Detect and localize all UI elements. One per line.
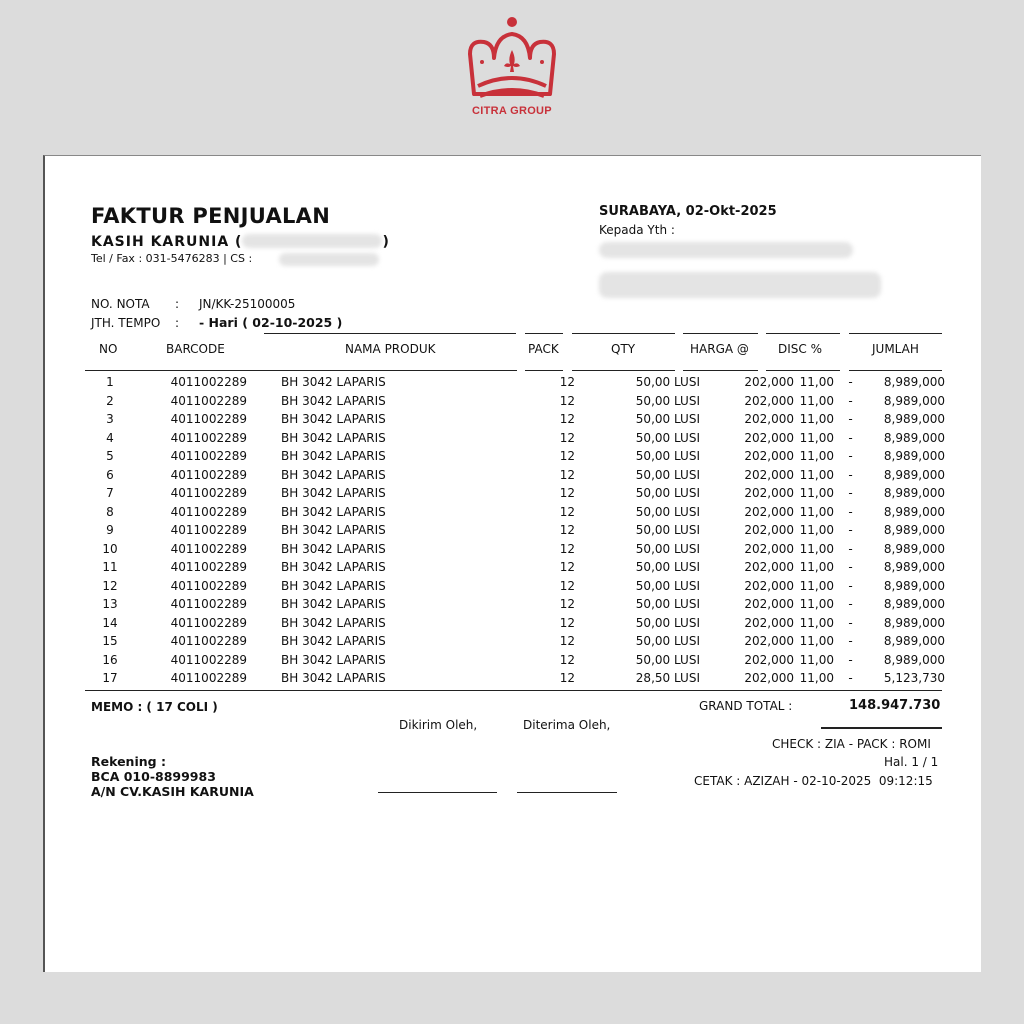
row-price: 202,000 [744, 541, 794, 556]
row-qty: 50,00 LUSI [635, 523, 700, 537]
row-qty: 50,00 LUSI [635, 597, 700, 611]
redacted-recipient-name [599, 242, 853, 258]
invoice-document [43, 155, 981, 972]
row-no: 1 [106, 375, 114, 389]
row-qty: 50,00 LUSI [635, 541, 700, 556]
table-row [81, 392, 945, 411]
row-qty: 28,50 LUSI [635, 671, 700, 685]
tempo-value: - Hari ( 02-10-2025 ) [199, 315, 343, 330]
row-no: 10 [102, 541, 118, 556]
row-price: 202,000 [744, 523, 794, 537]
row-total: 8,989,000 [883, 597, 945, 611]
col-header-price: HARGA @ [690, 342, 749, 356]
row-total: 8,989,000 [883, 634, 945, 648]
row-no: 5 [106, 449, 114, 463]
col-header-product: NAMA PRODUK [345, 342, 436, 356]
print-info: CETAK : AZIZAH - 02-10-2025 09:12:15 [694, 774, 933, 788]
row-barcode: 4011002289 [170, 634, 247, 648]
page-number: Hal. 1 / 1 [884, 755, 939, 769]
recipient-label: Kepada Yth : [599, 223, 675, 237]
grand-total-value: 148.947.730 [849, 698, 941, 713]
company-name-close: ) [382, 234, 390, 250]
table-row [81, 651, 945, 670]
row-price: 202,000 [744, 467, 794, 482]
row-disc-amount: - [848, 523, 853, 537]
row-pack: 12 [559, 652, 575, 667]
row-pack: 12 [559, 578, 575, 593]
header-rule-bottom [683, 370, 758, 371]
company-name-text: KASIH KARUNIA ( [91, 234, 243, 250]
row-product: BH 3042 LAPARIS [281, 523, 386, 537]
bank-account: BCA 010-8899983 [91, 769, 216, 784]
nota-colon: : [175, 297, 180, 311]
header-rule-top [264, 333, 516, 334]
brand-name: CITRA GROUP [472, 105, 552, 117]
invoice-items-body [81, 373, 945, 688]
row-product: BH 3042 LAPARIS [281, 634, 386, 648]
row-qty: 50,00 LUSI [635, 652, 700, 667]
row-barcode: 4011002289 [170, 504, 247, 519]
row-product: BH 3042 LAPARIS [281, 615, 386, 630]
row-disc: 11,00 [799, 504, 834, 519]
row-barcode: 4011002289 [170, 430, 247, 445]
contact-text: Tel / Fax : 031-5476283 | CS : [91, 252, 253, 265]
row-pack: 12 [559, 375, 575, 389]
row-qty: 50,00 LUSI [635, 467, 700, 482]
table-rule-bottom [85, 690, 942, 691]
row-total: 8,989,000 [883, 541, 945, 556]
table-row [81, 632, 945, 651]
col-header-disc: DISC % [778, 342, 822, 356]
row-barcode: 4011002289 [170, 486, 247, 500]
place-date: SURABAYA, 02-Okt-2025 [599, 204, 777, 219]
row-barcode: 4011002289 [170, 467, 247, 482]
row-qty: 50,00 LUSI [635, 578, 700, 593]
row-pack: 12 [559, 504, 575, 519]
row-no: 11 [102, 560, 118, 574]
row-disc: 11,00 [799, 486, 834, 500]
row-no: 3 [106, 412, 114, 426]
row-total: 8,989,000 [883, 467, 945, 482]
row-disc-amount: - [848, 393, 853, 408]
table-row [81, 540, 945, 559]
row-no: 4 [106, 430, 114, 445]
row-disc-amount: - [848, 449, 853, 463]
row-disc: 11,00 [799, 412, 834, 426]
col-header-barcode: BARCODE [166, 342, 225, 356]
row-pack: 12 [559, 634, 575, 648]
redacted-recipient-address [599, 272, 881, 298]
company-name [91, 234, 390, 250]
row-price: 202,000 [744, 652, 794, 667]
table-row [81, 447, 945, 466]
invoice-items-table [81, 373, 945, 688]
row-qty: 50,00 LUSI [635, 615, 700, 630]
table-row [81, 429, 945, 448]
row-barcode: 4011002289 [170, 412, 247, 426]
tempo-label: JTH. TEMPO [91, 316, 161, 330]
row-price: 202,000 [744, 375, 794, 389]
table-row [81, 595, 945, 614]
header-rule-top [683, 333, 758, 334]
row-disc: 11,00 [799, 467, 834, 482]
row-no: 6 [106, 467, 114, 482]
row-pack: 12 [559, 467, 575, 482]
row-product: BH 3042 LAPARIS [281, 486, 386, 500]
row-barcode: 4011002289 [170, 375, 247, 389]
row-total: 8,989,000 [883, 449, 945, 463]
row-no: 8 [106, 504, 114, 519]
row-qty: 50,00 LUSI [635, 634, 700, 648]
sent-by-signature-line [378, 792, 497, 793]
row-total: 8,989,000 [883, 504, 945, 519]
row-pack: 12 [559, 393, 575, 408]
nota-label: NO. NOTA [91, 297, 150, 311]
row-qty: 50,00 LUSI [635, 412, 700, 426]
row-price: 202,000 [744, 430, 794, 445]
table-row [81, 614, 945, 633]
row-total: 8,989,000 [883, 615, 945, 630]
header-rule-bottom [849, 370, 942, 371]
row-no: 15 [102, 634, 118, 648]
header-rule-bottom [766, 370, 840, 371]
row-total: 8,989,000 [883, 578, 945, 593]
row-pack: 12 [559, 671, 575, 685]
row-pack: 12 [559, 597, 575, 611]
row-disc-amount: - [848, 430, 853, 445]
header-rule-top [766, 333, 840, 334]
row-product: BH 3042 LAPARIS [281, 504, 386, 519]
row-disc: 11,00 [799, 560, 834, 574]
row-disc-amount: - [848, 375, 853, 389]
grand-total-label: GRAND TOTAL : [699, 699, 793, 713]
row-pack: 12 [559, 449, 575, 463]
row-product: BH 3042 LAPARIS [281, 375, 386, 389]
received-by-label: Diterima Oleh, [523, 718, 611, 732]
row-disc-amount: - [848, 467, 853, 482]
row-barcode: 4011002289 [170, 393, 247, 408]
row-total: 8,989,000 [883, 652, 945, 667]
row-no: 14 [102, 615, 118, 630]
row-disc-amount: - [848, 504, 853, 519]
row-no: 12 [102, 578, 118, 593]
row-total: 8,989,000 [883, 486, 945, 500]
redacted-company-detail [242, 234, 382, 248]
header-rule-bottom [85, 370, 517, 371]
row-disc-amount: - [848, 615, 853, 630]
row-disc-amount: - [848, 412, 853, 426]
row-pack: 12 [559, 615, 575, 630]
row-no: 2 [106, 393, 114, 408]
header-rule-top [525, 333, 563, 334]
row-barcode: 4011002289 [170, 597, 247, 611]
row-qty: 50,00 LUSI [635, 504, 700, 519]
row-pack: 12 [559, 430, 575, 445]
row-total: 8,989,000 [883, 393, 945, 408]
row-no: 16 [102, 652, 118, 667]
company-contact [91, 252, 252, 265]
row-product: BH 3042 LAPARIS [281, 652, 386, 667]
grand-total-rule [821, 727, 942, 729]
row-pack: 12 [559, 523, 575, 537]
memo: MEMO : ( 17 COLI ) [91, 700, 218, 714]
row-product: BH 3042 LAPARIS [281, 578, 386, 593]
row-total: 8,989,000 [883, 523, 945, 537]
table-row [81, 410, 945, 429]
row-no: 9 [106, 523, 114, 537]
row-disc: 11,00 [799, 523, 834, 537]
bank-label: Rekening : [91, 754, 166, 769]
row-disc-amount: - [848, 541, 853, 556]
row-qty: 50,00 LUSI [635, 393, 700, 408]
row-pack: 12 [559, 560, 575, 574]
row-qty: 50,00 LUSI [635, 486, 700, 500]
row-price: 202,000 [744, 671, 794, 685]
row-price: 202,000 [744, 560, 794, 574]
row-disc-amount: - [848, 560, 853, 574]
header-rule-bottom [572, 370, 675, 371]
row-disc-amount: - [848, 671, 853, 685]
bank-account-name: A/N CV.KASIH KARUNIA [91, 784, 254, 799]
row-price: 202,000 [744, 486, 794, 500]
row-barcode: 4011002289 [170, 578, 247, 593]
row-disc-amount: - [848, 634, 853, 648]
row-total: 8,989,000 [883, 560, 945, 574]
sent-by-label: Dikirim Oleh, [399, 718, 478, 732]
row-total: 8,989,000 [883, 412, 945, 426]
table-row [81, 373, 945, 392]
row-barcode: 4011002289 [170, 615, 247, 630]
header-rule-top [572, 333, 675, 334]
row-price: 202,000 [744, 412, 794, 426]
row-product: BH 3042 LAPARIS [281, 671, 386, 685]
col-header-total: JUMLAH [872, 342, 919, 356]
header-rule-top [849, 333, 942, 334]
col-header-qty: QTY [611, 342, 636, 356]
col-header-no: NO [99, 342, 118, 356]
row-barcode: 4011002289 [170, 449, 247, 463]
row-barcode: 4011002289 [170, 541, 247, 556]
row-disc: 11,00 [799, 652, 834, 667]
table-row [81, 521, 945, 540]
row-disc: 11,00 [799, 449, 834, 463]
bank-info [91, 754, 254, 799]
check-pack-info: CHECK : ZIA - PACK : ROMI [772, 737, 931, 751]
row-price: 202,000 [744, 449, 794, 463]
table-row [81, 503, 945, 522]
row-disc: 11,00 [799, 430, 834, 445]
table-row [81, 577, 945, 596]
row-product: BH 3042 LAPARIS [281, 412, 386, 426]
nota-value: JN/KK-25100005 [199, 297, 296, 311]
header-rule-bottom [525, 370, 563, 371]
row-no: 7 [106, 486, 114, 500]
row-qty: 50,00 LUSI [635, 375, 700, 389]
row-total: 8,989,000 [883, 430, 945, 445]
row-no: 17 [102, 671, 118, 685]
row-disc: 11,00 [799, 634, 834, 648]
row-disc-amount: - [848, 578, 853, 593]
row-barcode: 4011002289 [170, 652, 247, 667]
row-disc: 11,00 [799, 375, 834, 389]
row-product: BH 3042 LAPARIS [281, 449, 386, 463]
crown-icon [464, 14, 560, 104]
row-total: 8,989,000 [883, 375, 945, 389]
row-disc-amount: - [848, 652, 853, 667]
table-row [81, 669, 945, 688]
table-row [81, 484, 945, 503]
row-barcode: 4011002289 [170, 560, 247, 574]
row-product: BH 3042 LAPARIS [281, 393, 386, 408]
row-barcode: 4011002289 [170, 523, 247, 537]
row-qty: 50,00 LUSI [635, 449, 700, 463]
row-total: 5,123,730 [883, 671, 945, 685]
row-disc: 11,00 [799, 671, 834, 685]
row-product: BH 3042 LAPARIS [281, 430, 386, 445]
row-disc: 11,00 [799, 541, 834, 556]
row-disc-amount: - [848, 486, 853, 500]
row-price: 202,000 [744, 597, 794, 611]
row-pack: 12 [559, 541, 575, 556]
col-header-pack: PACK [528, 342, 559, 356]
row-barcode: 4011002289 [170, 671, 247, 685]
row-disc: 11,00 [799, 393, 834, 408]
table-row [81, 466, 945, 485]
row-qty: 50,00 LUSI [635, 430, 700, 445]
row-price: 202,000 [744, 615, 794, 630]
row-price: 202,000 [744, 504, 794, 519]
row-pack: 12 [559, 486, 575, 500]
tempo-colon: : [175, 316, 180, 330]
received-by-signature-line [517, 792, 617, 793]
row-disc: 11,00 [799, 578, 834, 593]
row-product: BH 3042 LAPARIS [281, 597, 386, 611]
row-price: 202,000 [744, 393, 794, 408]
row-price: 202,000 [744, 578, 794, 593]
row-product: BH 3042 LAPARIS [281, 541, 386, 556]
row-qty: 50,00 LUSI [635, 560, 700, 574]
row-disc: 11,00 [799, 615, 834, 630]
row-product: BH 3042 LAPARIS [281, 560, 386, 574]
row-no: 13 [102, 597, 118, 611]
invoice-title: FAKTUR PENJUALAN [91, 204, 331, 228]
row-product: BH 3042 LAPARIS [281, 467, 386, 482]
table-row [81, 558, 945, 577]
citra-group-logo [458, 14, 566, 117]
row-pack: 12 [559, 412, 575, 426]
row-disc-amount: - [848, 597, 853, 611]
row-disc: 11,00 [799, 597, 834, 611]
row-price: 202,000 [744, 634, 794, 648]
redacted-cs-number [279, 253, 379, 266]
